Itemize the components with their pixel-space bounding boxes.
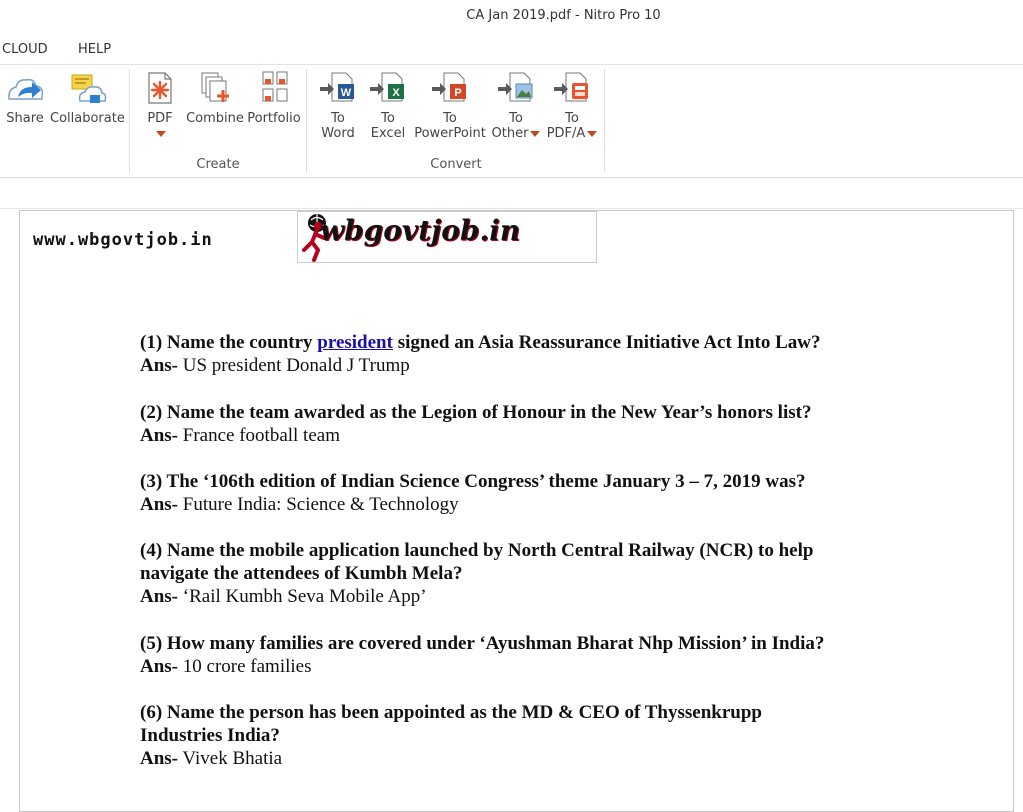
window-title: CA Jan 2019.pdf - Nitro Pro 10 bbox=[466, 8, 661, 23]
to-other-button[interactable] bbox=[488, 69, 544, 141]
create-pdf-button[interactable] bbox=[140, 69, 180, 141]
convert-group-label: Convert bbox=[430, 157, 482, 172]
answer-2 bbox=[140, 424, 880, 447]
pdf-label: PDF bbox=[147, 111, 173, 126]
share-label: Share bbox=[6, 111, 44, 126]
share-icon bbox=[4, 69, 46, 107]
qa-item-4 bbox=[140, 539, 880, 608]
toolbar-strip bbox=[0, 177, 1023, 209]
combine-icon bbox=[196, 69, 234, 107]
menu-help[interactable]: HELP bbox=[78, 42, 112, 57]
question-3: (3) The ‘106th edition of Indian Science Congress’ theme January 3 – 7, 2019 was? bbox=[140, 471, 806, 492]
answer-label: Ans- bbox=[140, 586, 179, 607]
portfolio-button[interactable] bbox=[246, 69, 302, 126]
portfolio-icon bbox=[254, 69, 294, 107]
ribbon-separator bbox=[129, 69, 130, 173]
answer-label: Ans- bbox=[140, 656, 179, 677]
title-bar bbox=[0, 0, 1023, 34]
to-pdfa-label-2: PDF/A bbox=[546, 126, 586, 141]
answer-3 bbox=[140, 493, 880, 516]
answer-text: Vivek Bhatia bbox=[178, 748, 283, 769]
collaborate-icon bbox=[66, 69, 108, 107]
logo-text: wbgovtjob.in bbox=[320, 214, 521, 247]
answer-label: Ans- bbox=[140, 355, 179, 376]
answer-1 bbox=[140, 354, 880, 377]
to-powerpoint-button[interactable] bbox=[412, 69, 488, 141]
combine-button[interactable] bbox=[186, 69, 244, 126]
question-4-line-1: (4) Name the mobile application launched by North Central Railway (NCR) to help bbox=[140, 540, 814, 561]
collaborate-button[interactable] bbox=[50, 69, 124, 126]
qa-item-3 bbox=[140, 470, 880, 516]
to-pdfa-label-1: To bbox=[565, 111, 579, 126]
question-5: (5) How many families are covered under ‘Ayushman Bharat Nhp Mission’ in India? bbox=[140, 633, 825, 654]
qa-item-5 bbox=[140, 632, 880, 678]
question-1-pre: (1) Name the country bbox=[140, 332, 318, 353]
to-excel-label-1: To bbox=[381, 111, 395, 126]
menu-cloud[interactable]: CLOUD bbox=[2, 42, 48, 57]
to-excel-label-2: Excel bbox=[370, 126, 406, 141]
ribbon-separator bbox=[306, 69, 307, 173]
qa-item-2 bbox=[140, 401, 880, 447]
portfolio-label: Portfolio bbox=[247, 111, 301, 126]
question-2: (2) Name the team awarded as the Legion of Honour in the New Year’s honors list? bbox=[140, 402, 812, 423]
menu-bar bbox=[0, 38, 1023, 62]
collaborate-label: Collaborate bbox=[50, 111, 125, 126]
answer-6 bbox=[140, 747, 880, 770]
question-1 bbox=[140, 331, 880, 354]
to-other-label-2: Other bbox=[491, 126, 529, 141]
to-powerpoint-label-2: PowerPoint bbox=[414, 126, 486, 141]
svg-text:W: W bbox=[340, 87, 352, 99]
to-powerpoint-label-1: To bbox=[443, 111, 457, 126]
question-4-line-2: navigate the attendees of Kumbh Mela? bbox=[140, 563, 463, 584]
to-excel-button[interactable] bbox=[366, 69, 410, 141]
powerpoint-icon bbox=[430, 69, 470, 107]
answer-text: 10 crore families bbox=[178, 656, 312, 677]
answer-label: Ans- bbox=[140, 425, 179, 446]
to-word-label-1: To bbox=[331, 111, 345, 126]
to-word-button[interactable] bbox=[316, 69, 360, 141]
ribbon-separator bbox=[604, 69, 605, 173]
svg-text:P: P bbox=[454, 87, 462, 99]
site-logo bbox=[297, 211, 597, 263]
svg-text:X: X bbox=[392, 87, 400, 99]
chevron-down-icon bbox=[530, 131, 540, 137]
answer-text: ‘Rail Kumbh Seva Mobile App’ bbox=[178, 586, 427, 607]
site-url-text: www.wbgovtjob.in bbox=[33, 230, 213, 250]
answer-label: Ans- bbox=[140, 748, 179, 769]
qa-item-6 bbox=[140, 701, 880, 770]
question-1-post: signed an Asia Reassurance Initiative Act Into Law? bbox=[392, 332, 821, 353]
question-6-line-2: Industries India? bbox=[140, 725, 280, 746]
chevron-down-icon bbox=[156, 131, 166, 137]
ribbon bbox=[0, 64, 1023, 177]
to-pdfa-button[interactable] bbox=[544, 69, 600, 141]
answer-text: US president Donald J Trump bbox=[178, 355, 410, 376]
answer-text: Future India: Science & Technology bbox=[178, 494, 459, 515]
to-other-label-1: To bbox=[509, 111, 523, 126]
answer-5 bbox=[140, 655, 880, 678]
president-link[interactable]: president bbox=[317, 332, 393, 353]
word-icon bbox=[318, 69, 358, 107]
answer-label: Ans- bbox=[140, 494, 179, 515]
answer-4 bbox=[140, 585, 880, 608]
share-button[interactable] bbox=[4, 69, 46, 126]
question-6-line-1: (6) Name the person has been appointed as the MD & CEO of Thyssenkrupp bbox=[140, 702, 762, 723]
pdf-page-icon bbox=[143, 69, 177, 107]
qa-item-1 bbox=[140, 331, 880, 377]
excel-icon bbox=[368, 69, 408, 107]
chevron-down-icon bbox=[587, 131, 597, 137]
combine-label: Combine bbox=[186, 111, 244, 126]
to-word-label-2: Word bbox=[321, 126, 355, 141]
other-format-icon bbox=[496, 69, 536, 107]
document-page bbox=[19, 210, 1014, 812]
create-group-label: Create bbox=[196, 157, 240, 172]
answer-text: France football team bbox=[178, 425, 340, 446]
pdfa-icon bbox=[552, 69, 592, 107]
